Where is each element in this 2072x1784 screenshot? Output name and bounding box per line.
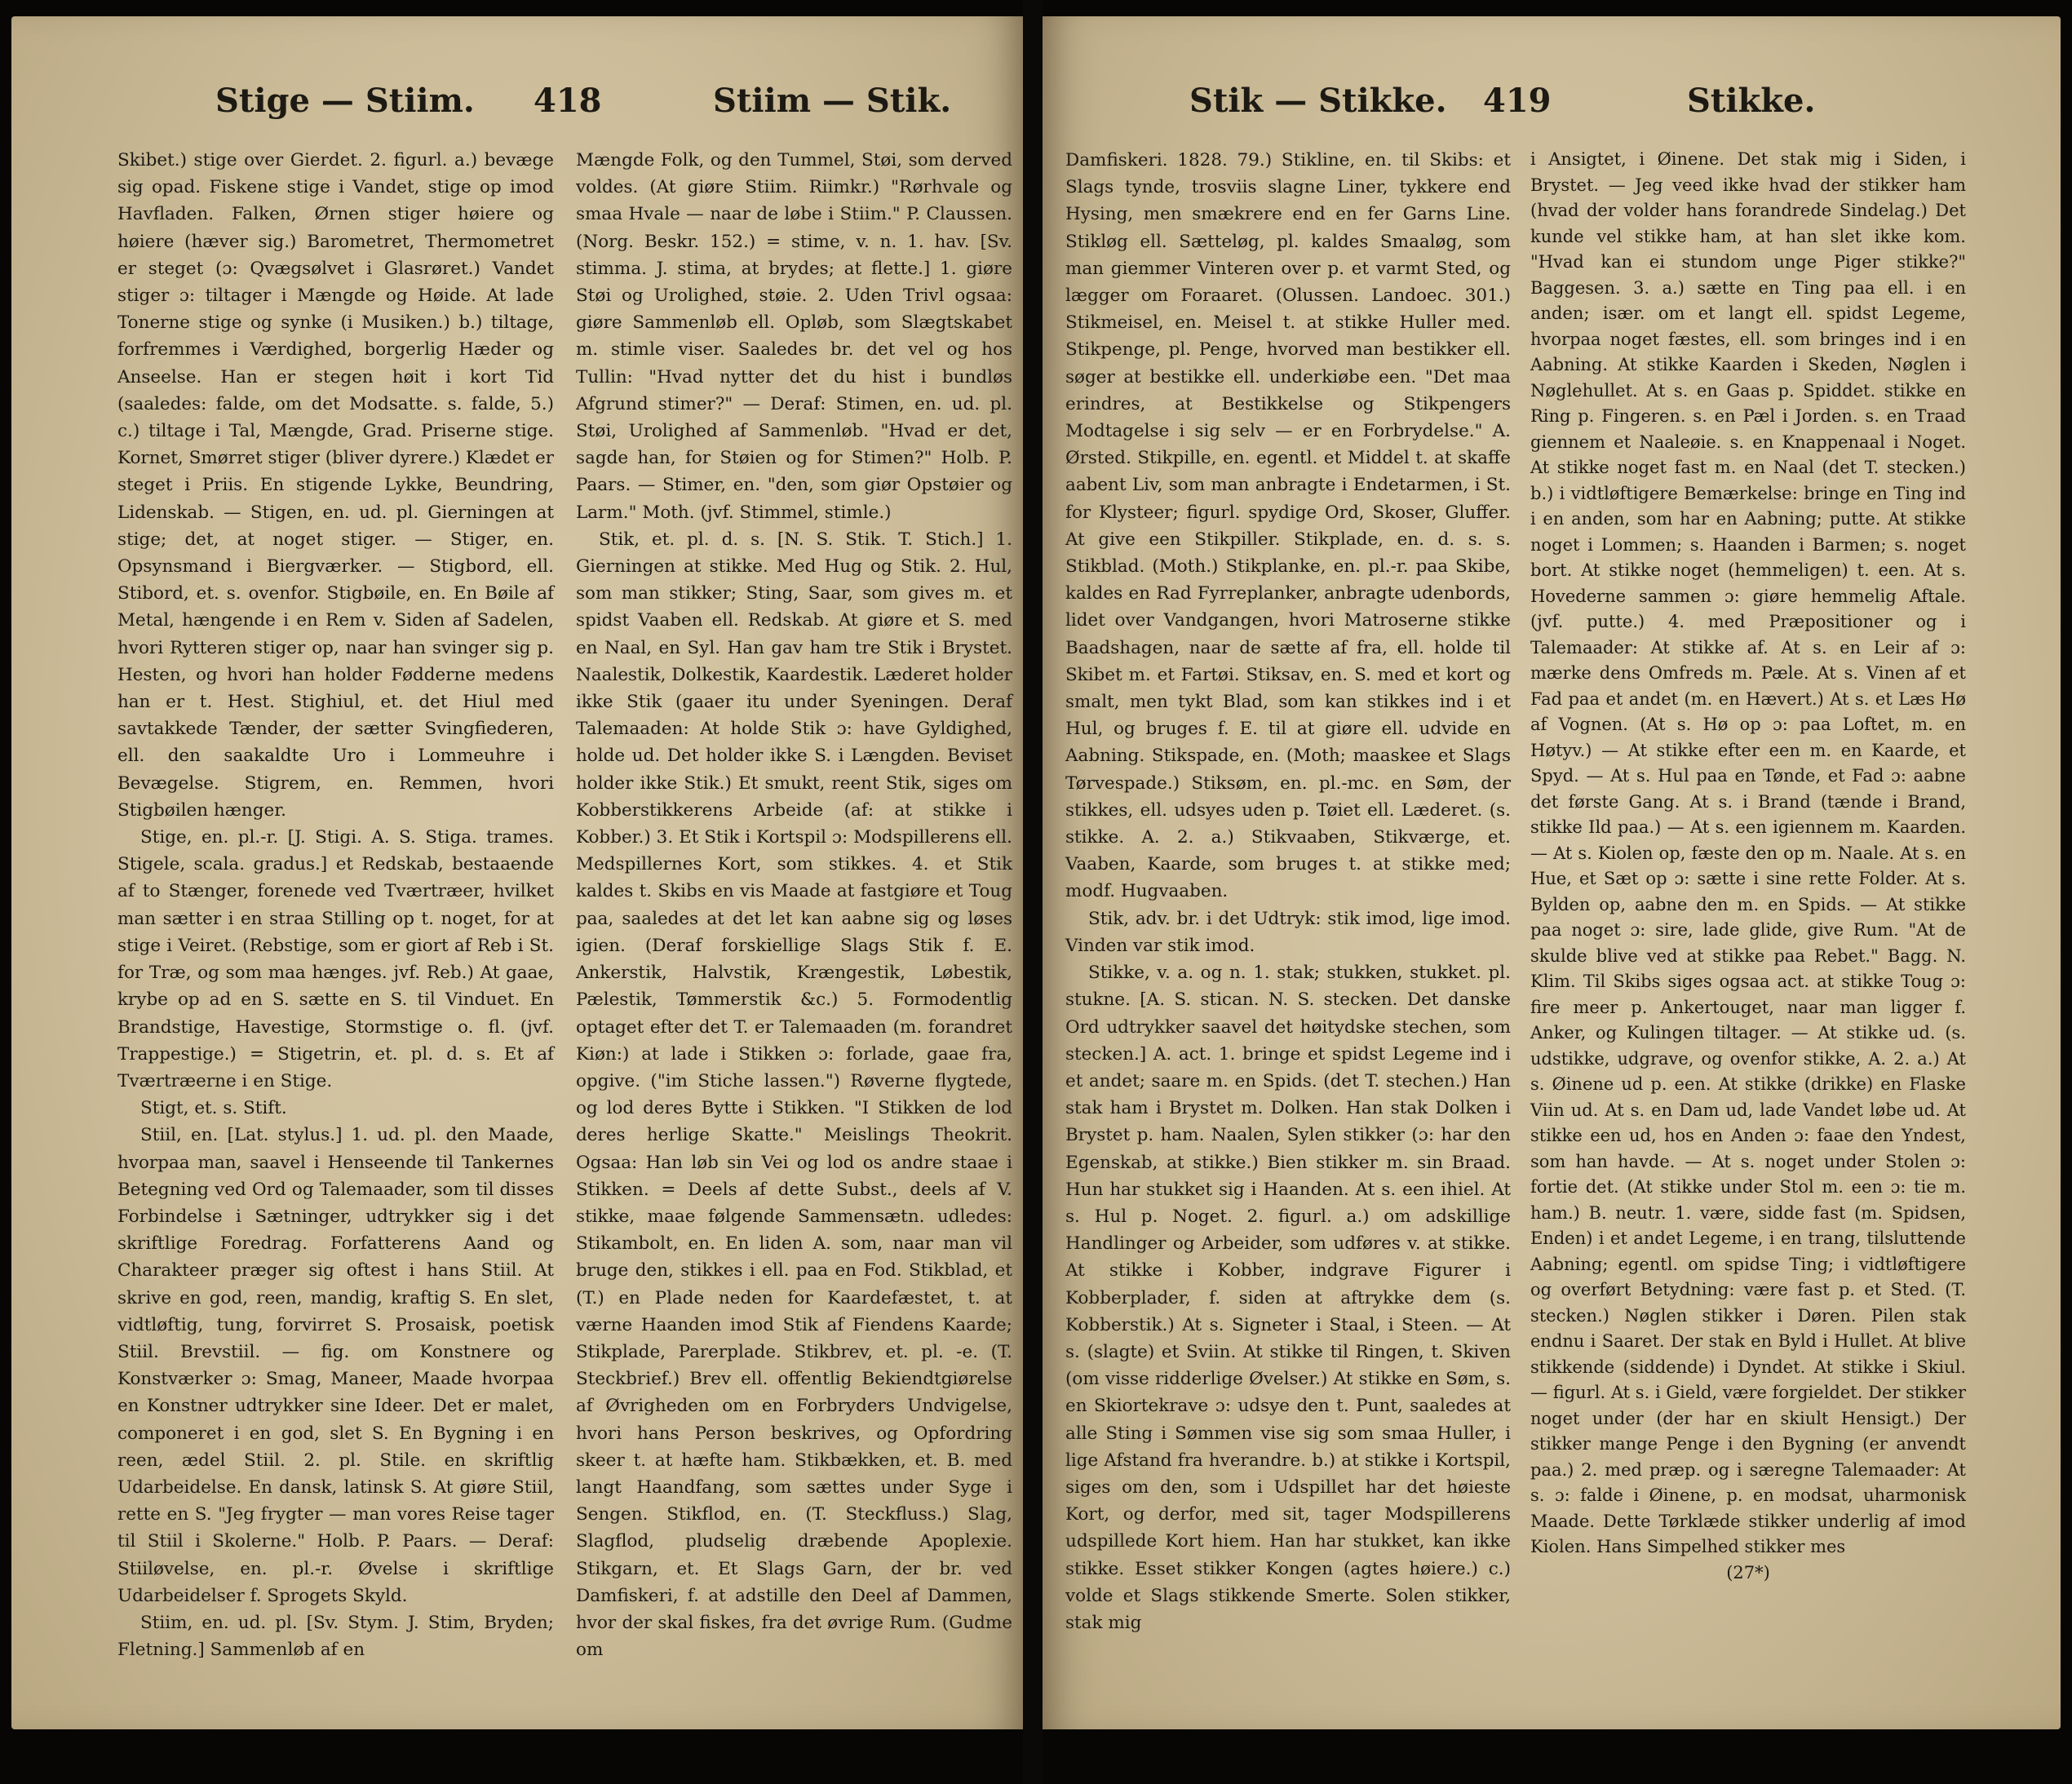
book-gutter — [1023, 0, 1043, 1784]
right-running-head — [1043, 82, 2061, 139]
dictionary-paragraph: Stiim, en. ud. pl. [Sv. Stym. J. Stim, Bryden; Fletning.] Sammenløb af en — [117, 1612, 554, 1661]
dictionary-paragraph: Stiil, en. [Lat. stylus.] 1. ud. pl. den Maade, hvorpaa man, saavel i Henseende til Tankernes Betegning ved Ord og Talemaader, som til disses Forbindelse i Sætninger, udtrykker sig i det skriftlige Foredrag. Forfatterens Aand og Charakteer præger sig oftest i hans Stiil. At skrive en god, reen, mandig, kraftig S. En slet, vidtløftig, tung, forvirret S. Prosaisk, poetisk Stiil. Brevstiil. — fig. om Konstnere og Konstværker ɔ: Smag, Maneer, Maade hvorpaa en Konstner udtrykker sine Ideer. Det er malet, componeret i en god, slet S. En Bygning i en reen, ædel Stiil. 2. pl. Stile. en skriftlig Udarbeidelse. En dansk, latinsk S. At giøre Stiil, rette en S. "Jeg frygter — man vores Reise tager til Stiil i Skolerne." Holb. P. Paars. — Deraf: Stiiløvelse, en. pl.-r. Øvelse i skriftlige Udarbeidelser f. Sprogets Skyld. — [117, 1125, 554, 1606]
dictionary-paragraph: Stigt, et. s. Stift. — [140, 1098, 287, 1119]
right-column-1 — [1065, 147, 1511, 1636]
left-page-number: 418 — [533, 82, 602, 120]
left-head-catchword-right: Stiim — Stik. — [713, 82, 952, 120]
right-head-catchword: Stik — Stikke. — [1189, 82, 1447, 120]
right-page-number: 419 — [1483, 82, 1552, 120]
right-page — [1043, 16, 2061, 1729]
right-head-catchword-right: Stikke. — [1687, 82, 1816, 120]
left-running-head — [11, 82, 1023, 139]
right-column-2 — [1530, 147, 1966, 1586]
dictionary-paragraph: Damfiskeri. 1828. 79.) Stikline, en. til Skibs: et Slags tynde, trosviis slagne Liner, tykkere end Hysing, men smækrere end en fer Garns Line. Stikløg ell. Sætteløg, pl. kaldes Smaaløg, som man giemmer Vinteren over p. et varmt Sted, og lægger om Foraaret. (Olussen. Landoec. 301.) Stikmeisel, en. Meisel t. at stikke Huller med. Stikpenge, pl. Penge, hvorved man bestikker ell. søger at bestikke ell. underkiøbe een. "Det maa erindres, at Bestikkelse og Stikpengers Modtagelse i sig selv — er en Forbrydelse." A. Ørsted. Stikpille, en. egentl. et Middel t. at skaffe aabent Liv, som man anbragte i Endetarmen, i St. for Klysteer; figurl. spydige Ord, Skoser, Gluffer. At give een Stikpiller. Stikplade, en. d. s. s. Stikblad. (Moth.) Stikplanke, en. pl.-r. paa Skibe, kaldes en Rad Fyrreplanker, anbragte udenbords, lidet over Vandgangen, hvori Matroserne stikke Baadshagen, naar de sætte af fra, ell. holde til Skibet m. et Fartøi. Stiksav, en. S. med et kort og smalt, men tykt Blad, som kan stikkes ind i et Hul, og bruges f. E. til at giøre ell. udvide en Aabning. Stikspade, en. (Moth; maaskee et Slags Tørvespade.) Stiksøm, en. pl.-mc. en Søm, der stikkes, ell. udsyes uden p. Tøiet ell. Læderet. (s. stikke. A. 2. a.) Stikvaaben, Stikværge, et. Vaaben, Kaarde, som bruges t. at stikke med; modf. Hugvaaben. — [1065, 150, 1511, 902]
dictionary-paragraph: (27*) — [1726, 1562, 1770, 1583]
dictionary-paragraph: Stige, en. pl.-r. [J. Stigi. A. S. Stiga. trames. Stigele, scala. gradus.] et Redskab, bestaaende af to Stænger, forenede ved Tværtræer, hvilket man sætter i en straa Stilling op t. noget, for at stige i Veiret. (Rebstige, som er giort af Reb i St. for Træ, og som maa hænges. jvf. Reb.) At gaae, krybe op ad en S. sætte en S. til Vinduet. En Brandstige, Havestige, Stormstige o. fl. (jvf. Trappestige.) = Stigetrin, et. pl. d. s. Et af Tværtræerne i en Stige. — [117, 827, 554, 1091]
left-page — [11, 16, 1023, 1729]
dictionary-paragraph: i Ansigtet, i Øinene. Det stak mig i Siden, i Brystet. — Jeg veed ikke hvad der stikker ham (hvad der volder hans forandrede Sindelag.) Det kunde vel stikke ham, at han slet ikke kom. "Hvad kan ei stundom unge Piger stikke?" Baggesen. 3. a.) sætte en Ting paa ell. i en anden; især. om et langt ell. spidst Legeme, hvorpaa noget fæstes, ell. som bringes ind i en Aabning. At stikke Kaarden i Skeden, Nøglen i Nøglehullet. At s. en Gaas p. Spiddet. stikke en Ring p. Fingeren. s. en Pæl i Jorden. s. en Traad giennem et Naaleøie. s. en Knappenaal i Noget. At stikke noget fast m. en Naal (det T. stecken.) b.) i vidtløftigere Bemærkelse: bringe en Ting ind i en anden, som har en Aabning; putte. At stikke noget i Lommen; s. Haanden i Barmen; s. noget bort. At stikke noget (hemmeligen) t. een. At s. Hovederne sammen ɔ: giøre hemmelig Aftale. (jvf. putte.) 4. med Præpositioner og i Talemaader: At stikke af. At s. en Leir af ɔ: mærke dens Omfreds m. Pæle. At s. Vinen af et Fad paa et andet (m. en Hævert.) At s. et Læs Hø af Vognen. (At s. Hø op ɔ: paa Loftet, m. en Høtyv.) — At stikke efter een m. en Kaarde, et Spyd. — At s. Hul paa en Tønde, et Fad ɔ: aabne det første Gang. At s. i Brand (tænde i Brand, stikke Ild paa.) — At s. een igiennem m. Kaarden. — At s. Kiolen op, fæste den op m. Naale. At s. en Hue, et Sæt op ɔ: sætte i sine rette Folder. At s. Bylden op, aabne den m. en Spids. — At stikke paa noget ɔ: sire, lade glide, give Rum. "At de skulde blive ved at stikke paa Rebet." Bagg. N. Klim. Til Skibs siges ogsaa act. at stikke Toug ɔ: fire meer p. Ankertouget, naar man ligger f. Anker, og Kulingen tiltager. — At stikke ud. (s. udstikke, udgrave, og ovenfor stikke, A. 2. a.) At s. Øinene ud p. een. At stikke (drikke) en Flaske Viin ud. At s. en Dam ud, lade Vandet løbe ud. At stikke een ud, hos en Anden ɔ: faae den Yndest, som han havde. — At s. noget under Stolen ɔ: fortie det. (At stikke under Stol m. een ɔ: tie m. ham.) B. neutr. 1. være, sidde fast (m. Spidsen, Enden) i et andet Legeme, i en trang, tilsluttende Aabning; egentl. om spidse Ting; i vidtløftigere og overført Betydning: være fast p. et Sted. (T. stecken.) Nøglen stikker i Døren. Pilen stak endnu i Saaret. Der stak en Byld i Hullet. At blive stikkende (siddende) i Dyndet. At stikke i Skiul. — figurl. At s. i Gield, være forgieldet. Der stikker noget under (der har en skiult Hensigt.) Der stikker mange Penge i den Bygning (er anvendt paa.) 2. med præp. og i særegne Talemaader: At s. ɔ: falde i Øinene, p. en modsat, uharmonisk Maade. Dette Tørklæde stikker underlig af imod Kiolen. Hans Simpelhed stikker mes — [1530, 149, 1966, 1556]
left-column-2 — [576, 147, 1012, 1663]
left-column-1 — [117, 147, 554, 1663]
dictionary-paragraph: Stikke, v. a. og n. 1. stak; stukken, stukket. pl. stukne. [A. S. stican. N. S. stecken. Det danske Ord udtrykker saavel det høitydske stechen, som stecken.] A. act. 1. bringe et spidst Legeme ind i et andet; saare m. en Spids. (det T. stechen.) Han stak ham i Brystet m. Dolken. Han stak Dolken i Brystet p. ham. Naalen, Sylen stikker (ɔ: har den Egenskab, at stikke.) Bien stikker m. sin Braad. Hun har stukket sig i Haanden. At s. een ihiel. At s. Hul p. Noget. 2. figurl. a.) om adskillige Handlinger og Arbeider, som udføres v. at stikke. At stikke i Kobber, indgrave Figurer i Kobberplader, f. siden at aftrykke dem (s. Kobberstik.) At s. Signeter i Staal, i Steen. — At s. (slagte) et Sviin. At stikke til Ringen, t. Skiven (om visse ridderlige Øvelser.) At stikke en Søm, s. en Skiortekrave ɔ: udsye den t. Punt, saaledes at alle Sting i Sømmen vise sig som smaa Huller, i lige Afstand fra hverandre. b.) at stikke i Kortspil, siges om den, som i Udspillet har det høieste Kort, og derfor, med sit, tager Modspillerens udspillede Kort hiem. Han har stukket, kan ikke stikke. Esset stikker Kongen (agtes høiere.) c.) volde et Slags stikkende Smerte. Solen stikker, stak mig — [1065, 963, 1511, 1633]
dictionary-paragraph: Skibet.) stige over Gierdet. 2. figurl. a.) bevæge sig opad. Fiskene stige i Vandet, stige op imod Havfladen. Falken, Ørnen stiger høiere og høiere (hæver sig.) Barometret, Thermometret er steget (ɔ: Qvægsølvet i Glasrøret.) Vandet stiger ɔ: tiltager i Mængde og Høide. At lade Tonerne stige og synke (i Musiken.) b.) tiltage, forfremmes i Værdighed, borgerlig Hæder og Anseelse. Han er stegen høit i kort Tid (saaledes: falde, om det Modsatte. s. falde, 5.) c.) tiltage i Tal, Mængde, Grad. Priserne stige. Kornet, Smørret stiger (bliver dyrere.) Klædet er steget i Priis. En stigende Lykke, Beundring, Lidenskab. — Stigen, en. ud. pl. Gierningen at stige; det, at noget stiger. — Stiger, en. Opsynsmand i Biergværker. — Stigbord, ell. Stibord, et. s. ovenfor. Stigbøile, en. En Bøile af Metal, hængende i en Rem v. Siden af Sadelen, hvori Rytteren stiger op, naar han svinger sig p. Hesten, og hvori han holder Fødderne medens han er t. Hest. Stighiul, et. det Hiul med savtakkede Tænder, der sætter Svingfiederen, ell. den saakaldte Uro i Lommeuhre i Bevægelse. Stigrem, en. Remmen, hvori Stigbøilen hænger. — [117, 150, 554, 821]
left-head-catchword: Stige — Stiim. — [215, 82, 475, 120]
dictionary-paragraph: Mængde Folk, og den Tummel, Støi, som derved voldes. (At giøre Stiim. Riimkr.) "Rørhvale og smaa Hvale — naar de løbe i Stiim." P. Claussen. (Norg. Beskr. 152.) = stime, v. n. 1. hav. [Sv. stimma. J. stima, at brydes; at flette.] 1. giøre Støi og Urolighed, støie. 2. Uden Trivl ogsaa: giøre Sammenløb ell. Opløb, som Slægtskabet m. stimle viser. Saaledes br. det vel og hos Tullin: "Hvad nytter det du hist i bundløs Afgrund stimer?" — Deraf: Stimen, en. ud. pl. Støi, Urolighed af Sammenløb. "Hvad er det, sagde han, for Støien og for Stimen?" Holb. P. Paars. — Stimer, en. "den, som giør Opstøier og Larm." Moth. (jvf. Stimmel, stimle.) — [576, 150, 1012, 523]
dictionary-paragraph: Stik, et. pl. d. s. [N. S. Stik. T. Stich.] 1. Gierningen at stikke. Med Hug og Stik. 2. Hul, som man stikker; Sting, Saar, som gives m. et spidst Vaaben ell. Redskab. At giøre et S. med en Naal, en Syl. Han gav ham tre Stik i Brystet. Naalestik, Dolkestik, Kaardestik. Læderet holder ikke Stik (gaaer itu under Syeningen. Deraf Talemaaden: At holde Stik ɔ: have Gyldighed, holde ud. Det holder ikke S. i Længden. Beviset holder ikke Stik.) Et smukt, reent Stik, siges om Kobberstikkerens Arbeide (af: at stikke i Kobber.) 3. Et Stik i Kortspil ɔ: Modspillerens ell. Medspillernes Kort, som stikkes. 4. et Stik kaldes t. Skibs en vis Maade at fastgiøre et Toug paa, saaledes at det let kan aabne sig og løses igien. (Deraf forskiellige Slags Stik f. E. Ankerstik, Halvstik, Krængestik, Løbestik, Pælestik, Tømmerstik &c.) 5. Formodentlig optaget efter det T. er Talemaaden (m. forandret Kiøn:) at lade i Stikken ɔ: forlade, gaae fra, opgive. ("im Stiche lassen.") Røverne flygtede, og lod deres Bytte i Stikken. "I Stikken de lod deres herlige Skatte." Meislings Theokrit. Ogsaa: Han løb sin Vei og lod os andre staae i Stikken. = Deels af dette Subst., deels af V. stikke, maae følgende Sammensætn. udledes: Stikambolt, en. En liden A. som, naar man vil bruge den, stikkes i ell. paa en Fod. Stikblad, et (T.) en Plade neden for Kaardefæstet, t. at værne Haanden imod Stik af Fiendens Kaarde; Stikplade, Parerplade. Stikbrev, et. pl. -e. (T. Steckbrief.) Brev ell. offentlig Bekiendtgiørelse af Øvrigheden om en Forbryders Undvigelse, hvori hans Person beskrives, og Opfordring skeer t. at hæfte ham. Stikbækken, et. B. med langt Haandfang, som sættes under Syge i Sengen. Stikflod, en. (T. Steckfluss.) Slag, Slagflod, pludselig dræbende Apoplexie. Stikgarn, et. Et Slags Garn, der br. ved Damfiskeri, f. at adstille den Deel af Dammen, hvor der skal fiskes, fra det øvrige Rum. (Gudme om — [576, 529, 1012, 1661]
dictionary-paragraph: Stik, adv. br. i det Udtryk: stik imod, lige imod. Vinden var stik imod. — [1065, 908, 1511, 956]
